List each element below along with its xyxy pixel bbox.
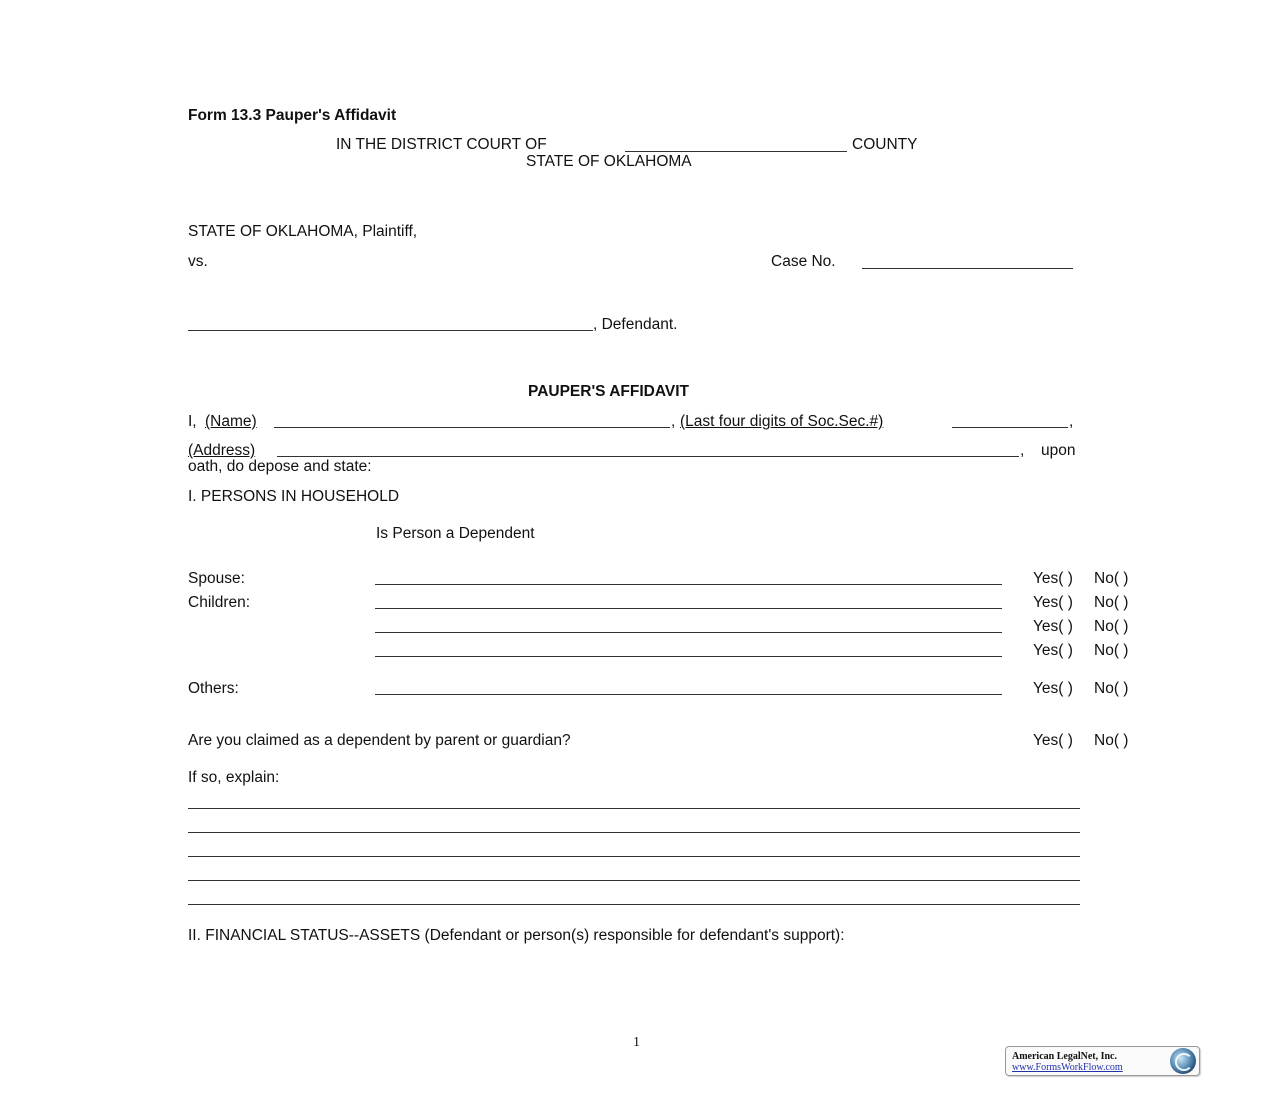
claimed-yes-checkbox[interactable]: Yes( )	[1033, 732, 1073, 749]
yes-checkbox[interactable]: Yes( )	[1033, 680, 1073, 697]
globe-logo-icon	[1170, 1048, 1196, 1074]
yes-checkbox[interactable]: Yes( )	[1033, 570, 1073, 587]
publisher-name: American LegalNet, Inc.	[1012, 1051, 1117, 1062]
form-title: Form 13.3 Pauper's Affidavit	[188, 107, 397, 124]
court-line-prefix: IN THE DISTRICT COURT OF	[336, 136, 547, 153]
household-name-field[interactable]	[375, 694, 1002, 695]
case-no-field[interactable]	[862, 268, 1073, 269]
affidavit-title: PAUPER'S AFFIDAVIT	[528, 383, 689, 400]
address-label: (Address)	[188, 442, 256, 459]
yes-checkbox[interactable]: Yes( )	[1033, 594, 1073, 611]
section-2-heading: II. FINANCIAL STATUS--ASSETS (Defendant or person(s) responsible for defendant's support):	[188, 927, 845, 944]
section-1-heading: I. PERSONS IN HOUSEHOLD	[188, 488, 400, 505]
household-name-field[interactable]	[375, 584, 1002, 585]
explain-line[interactable]	[188, 832, 1080, 833]
comma-2: ,	[1069, 413, 1074, 430]
vs-label: vs.	[188, 253, 208, 270]
dependent-column-header: Is Person a Dependent	[376, 525, 535, 542]
household-row-label: Spouse:	[188, 570, 245, 587]
oath-line: oath, do depose and state:	[188, 458, 372, 475]
state-line: STATE OF OKLAHOMA	[526, 153, 692, 170]
county-field[interactable]	[625, 151, 847, 152]
defendant-label: , Defendant.	[593, 316, 678, 333]
explain-label: If so, explain:	[188, 769, 280, 786]
yes-checkbox[interactable]: Yes( )	[1033, 618, 1073, 635]
name-field[interactable]	[274, 427, 670, 428]
yes-checkbox[interactable]: Yes( )	[1033, 642, 1073, 659]
explain-line[interactable]	[188, 880, 1080, 881]
explain-line[interactable]	[188, 904, 1080, 905]
plaintiff-line: STATE OF OKLAHOMA, Plaintiff,	[188, 223, 418, 240]
no-checkbox[interactable]: No( )	[1094, 642, 1129, 659]
claimed-question: Are you claimed as a dependent by parent or guardian?	[188, 732, 571, 749]
claimed-no-checkbox[interactable]: No( )	[1094, 732, 1129, 749]
case-no-label: Case No.	[771, 253, 836, 270]
i-prefix: I,	[188, 413, 197, 430]
explain-line[interactable]	[188, 856, 1080, 857]
ssn-field[interactable]	[952, 427, 1068, 428]
publisher-website-link[interactable]: www.FormsWorkFlow.com	[1012, 1062, 1123, 1073]
household-row-label: Children:	[188, 594, 251, 611]
name-label: (Name)	[205, 413, 257, 430]
defendant-name-field[interactable]	[188, 330, 593, 331]
household-name-field[interactable]	[375, 656, 1002, 657]
household-name-field[interactable]	[375, 632, 1002, 633]
household-name-field[interactable]	[375, 608, 1002, 609]
no-checkbox[interactable]: No( )	[1094, 570, 1129, 587]
address-field[interactable]	[277, 456, 1019, 457]
no-checkbox[interactable]: No( )	[1094, 618, 1129, 635]
upon-text: upon	[1041, 442, 1076, 459]
comma-3: ,	[1020, 442, 1025, 459]
comma-1: ,	[671, 413, 676, 430]
no-checkbox[interactable]: No( )	[1094, 594, 1129, 611]
explain-line[interactable]	[188, 808, 1080, 809]
page-number: 1	[633, 1035, 640, 1050]
household-row-label: Others:	[188, 680, 239, 697]
ssn-label: (Last four digits of Soc.Sec.#)	[680, 413, 884, 430]
no-checkbox[interactable]: No( )	[1094, 680, 1129, 697]
publisher-badge[interactable]	[1005, 1046, 1200, 1076]
court-line-suffix: COUNTY	[852, 136, 918, 153]
